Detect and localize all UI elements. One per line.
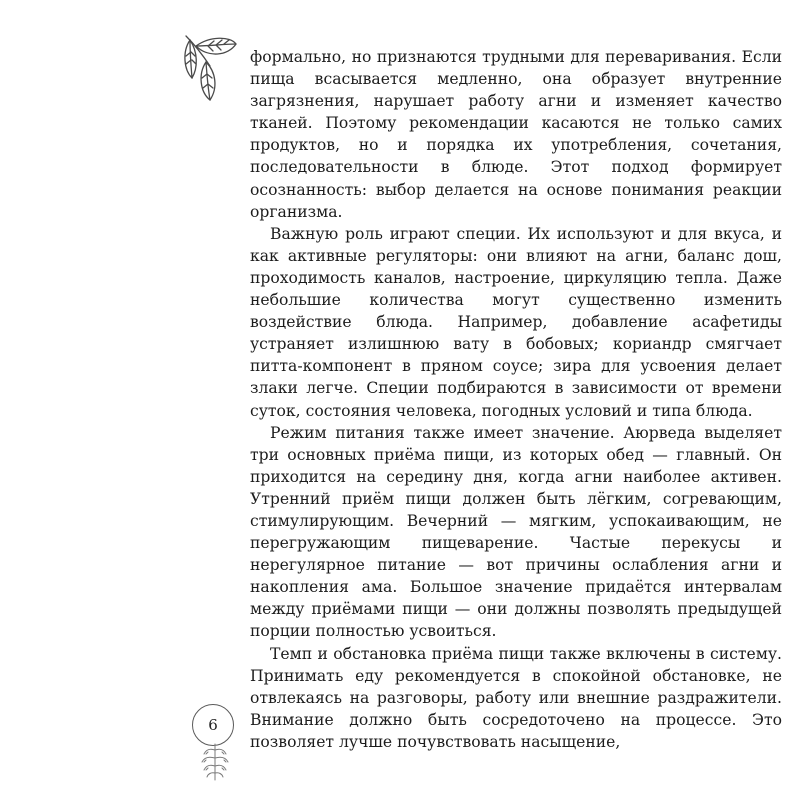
body-text [250,46,782,753]
page-number-badge [190,702,240,782]
leaf-icon [180,30,240,102]
paragraph-1: формально, но признаются трудными для переваривания. Если пища всасывается медленно, она образует внутренние загрязнения, нарушает работу агни и изменяет качество тканей. Поэтому рекомендации касаются не только самих продуктов, но и порядка их употребления, сочетания, последовательности в блюде. Этот подход формирует осознанность: выбор делается на основе понимания реакции организма. [250,48,782,221]
paragraph-2: Важную роль играют специи. Их используют и для вкуса, и как активные регуляторы: они влияют на агни, баланс дош, проходимость каналов, настроение, циркуляцию тепла. Даже небольшие количества могут существенно изменить воздействие блюда. Например, добавление асафетиды устраняет излишнюю вату в бобовых; кориандр смягчает питта-компонент в пряном соусе; зира для усвоения делает злаки легче. Специи подбираются в зависимости от времени суток, состояния человека, погодных условий и типа блюда. [250,224,782,420]
paragraph-4: Темп и обстановка приёма пищи также включены в систему. Принимать еду рекомендуется в спокойной обстановке, не отвлекаясь на разговоры, работу или внешние раздражители. Внимание должно быть сосредоточено на процессе. Это позволяет лучше почувствовать насыщение, [250,644,782,751]
paragraph-3: Режим питания также имеет значение. Аюрведа выделяет три основных приёма пищи, из которых обед — главный. Он приходится на середину дня, когда агни наиболее активен. Утренний приём пищи должен быть лёгким, согревающим, стимулирующим. Вечерний — мягким, успокаивающим, не перегружающим пищеварение. Частые перекусы и нерегулярное питание — вот причины ослабления агни и накопления ама. Большое значение придаётся интервалам между приёмами пищи — они должны позволять предыдущей порции полностью усвоиться. [250,423,782,641]
herb-sprig-icon [198,742,232,782]
page-number: 6 [192,704,234,746]
